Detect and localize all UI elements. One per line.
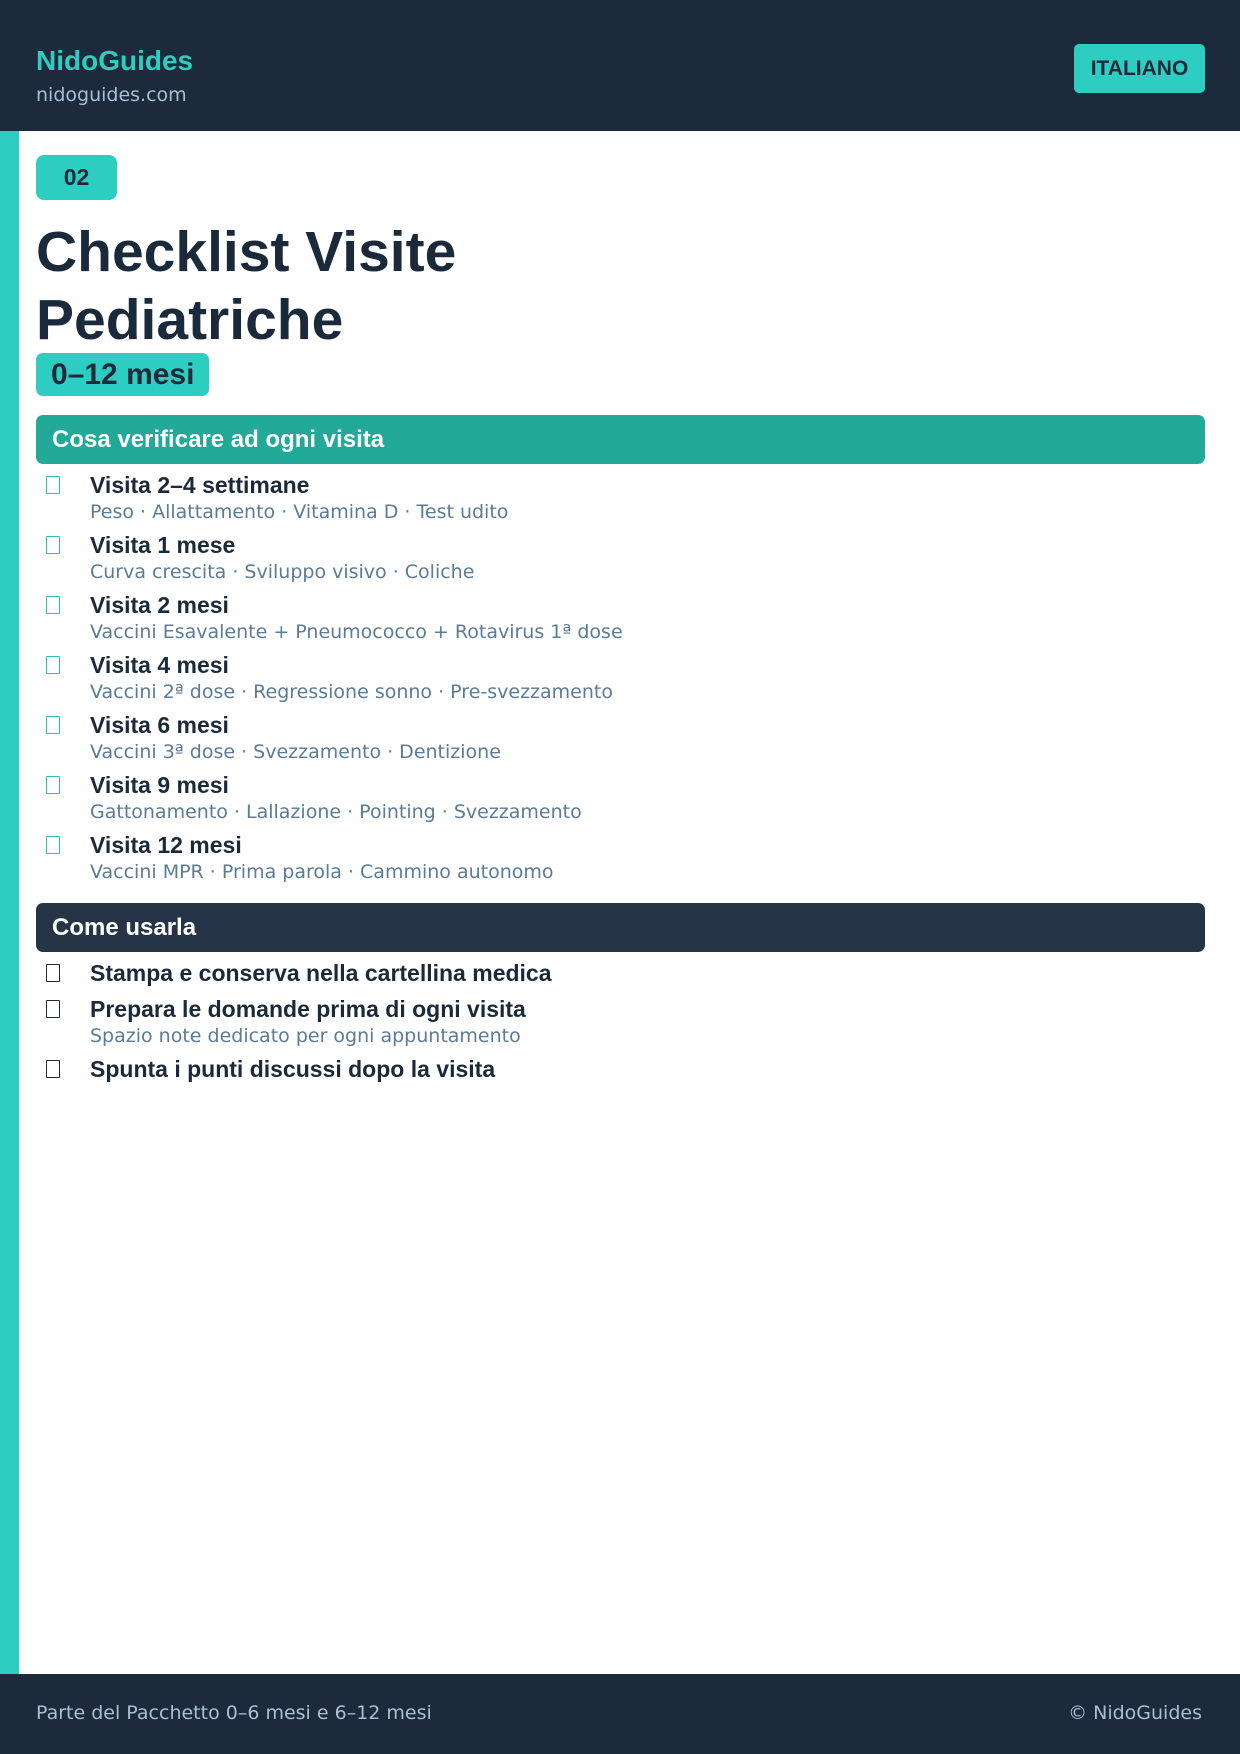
item-details: Vaccini 3ª dose · Svezzamento · Dentizione xyxy=(90,741,501,763)
left-accent-bar xyxy=(0,0,19,1754)
item-title: Stampa e conserva nella cartellina medica xyxy=(90,960,552,986)
checkbox-icon[interactable] xyxy=(46,536,60,554)
item-title: Spunta i punti discussi dopo la visita xyxy=(90,1056,496,1082)
footer-copyright: © NidoGuides xyxy=(1068,1702,1202,1724)
checkbox-icon[interactable] xyxy=(46,1060,60,1078)
item-title: Visita 9 mesi xyxy=(90,772,229,798)
checkbox-icon[interactable] xyxy=(46,836,60,854)
item-title: Visita 2 mesi xyxy=(90,592,229,618)
item-title: Prepara le domande prima di ogni visita xyxy=(90,996,526,1022)
checkbox-icon[interactable] xyxy=(46,596,60,614)
item-details: Vaccini 2ª dose · Regressione sonno · Pre-svezzamento xyxy=(90,681,613,703)
item-title: Visita 1 mese xyxy=(90,532,236,558)
footer-bundle-note: Parte del Pacchetto 0–6 mesi e 6–12 mesi xyxy=(36,1702,432,1724)
checkbox-icon[interactable] xyxy=(46,776,60,794)
item-details: Vaccini MPR · Prima parola · Cammino autonomo xyxy=(90,861,554,883)
checkbox-icon[interactable] xyxy=(46,656,60,674)
item-details: Spazio note dedicato per ogni appuntamento xyxy=(90,1025,521,1047)
item-title: Visita 6 mesi xyxy=(90,712,229,738)
age-range-badge: 0–12 mesi xyxy=(36,353,209,396)
item-title: Visita 2–4 settimane xyxy=(90,472,310,498)
checkbox-icon[interactable] xyxy=(46,716,60,734)
language-button[interactable]: ITALIANO xyxy=(1074,44,1205,93)
brand-url: nidoguides.com xyxy=(36,84,187,106)
page-footer xyxy=(0,1674,1240,1754)
item-details: Peso · Allattamento · Vitamina D · Test udito xyxy=(90,501,509,523)
item-title: Visita 4 mesi xyxy=(90,652,229,678)
item-details: Curva crescita · Sviluppo visivo · Coliche xyxy=(90,561,475,583)
checkbox-icon[interactable] xyxy=(46,476,60,494)
page-header xyxy=(0,0,1240,131)
page-title: Checklist Visite Pediatriche xyxy=(36,220,457,352)
checkbox-icon[interactable] xyxy=(46,1000,60,1018)
item-details: Vaccini Esavalente + Pneumococco + Rotavirus 1ª dose xyxy=(90,621,623,643)
section-heading-usage: Come usarla xyxy=(36,903,1205,952)
page-number-badge: 02 xyxy=(36,155,117,200)
checkbox-icon[interactable] xyxy=(46,964,60,982)
brand-name: NidoGuides xyxy=(36,45,194,76)
section-heading-visits: Cosa verificare ad ogni visita xyxy=(36,415,1205,464)
item-details: Gattonamento · Lallazione · Pointing · Svezzamento xyxy=(90,801,582,823)
item-title: Visita 12 mesi xyxy=(90,832,242,858)
